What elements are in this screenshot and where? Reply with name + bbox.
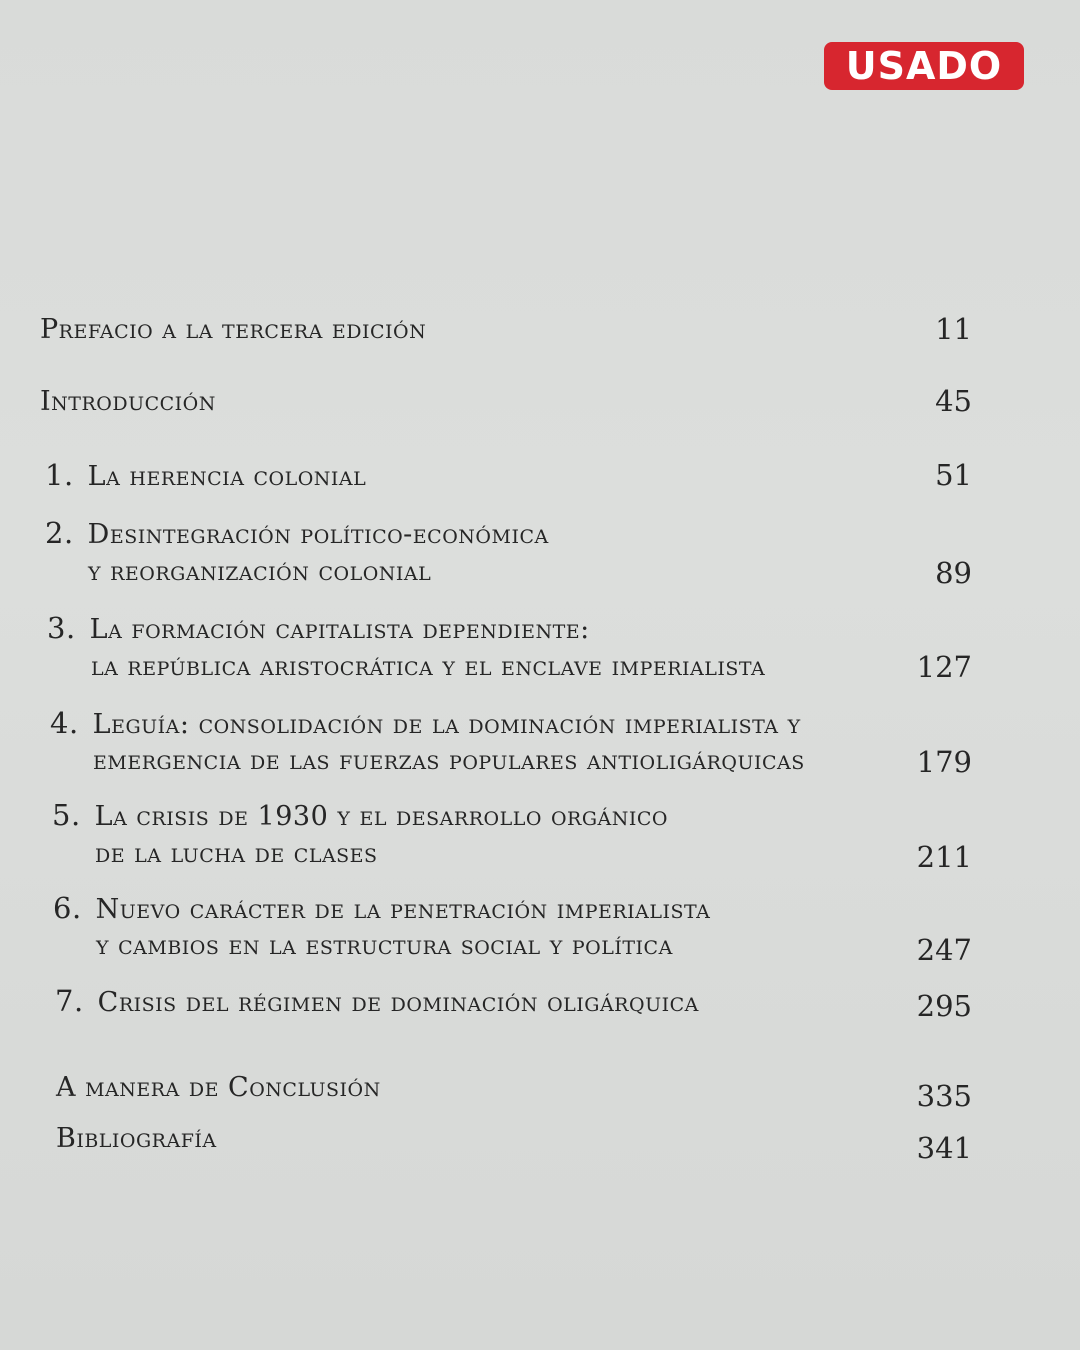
toc-entry-page: 179 bbox=[916, 745, 972, 779]
toc-entry-title: 4. Leguía: consolidación de la dominación imperialista y bbox=[50, 706, 801, 740]
toc-entry-title: 3. La formación capitalista dependiente: bbox=[47, 611, 590, 645]
toc-entry-number: 6. bbox=[53, 891, 82, 925]
toc-entry-page: 127 bbox=[916, 650, 972, 684]
toc-entry-page: 51 bbox=[935, 458, 972, 492]
toc-entry-number: 7. bbox=[55, 984, 84, 1018]
toc-entry-title: 5. La crisis de 1930 y el desarrollo orgánico bbox=[52, 798, 668, 832]
toc-entry-page: 211 bbox=[916, 840, 972, 874]
toc-entry-title: Bibliografía bbox=[56, 1123, 217, 1154]
toc-entry-page: 295 bbox=[916, 989, 972, 1023]
toc-entry-title: 7. Crisis del régimen de dominación oligárquica bbox=[55, 984, 699, 1018]
toc-entry-title-continued: de la lucha de clases bbox=[95, 838, 378, 869]
toc-entry-title-continued: la república aristocrática y el enclave imperialista bbox=[91, 651, 766, 682]
toc-entry-page: 335 bbox=[916, 1079, 972, 1113]
toc-entry-title: 6. Nuevo carácter de la penetración imperialista bbox=[53, 891, 711, 925]
toc-entry-title: A manera de Conclusión bbox=[56, 1072, 381, 1103]
toc-entry-title-continued: y cambios en la estructura social y política bbox=[96, 930, 673, 961]
toc-entry-number: 4. bbox=[50, 706, 79, 740]
toc-entry-number: 2. bbox=[45, 516, 74, 550]
toc-entry-page: 247 bbox=[916, 933, 972, 967]
toc-entry-number: 1. bbox=[45, 458, 74, 492]
toc-entry-number: 5. bbox=[52, 798, 81, 832]
used-badge: USADO bbox=[824, 42, 1024, 90]
toc-entry-title: 2. Desintegración político-económica bbox=[45, 516, 549, 550]
toc-entry-title-continued: emergencia de las fuerzas populares antioligárquicas bbox=[93, 745, 805, 776]
toc-entry-page: 89 bbox=[935, 556, 972, 590]
toc-entry-title: Prefacio a la tercera edición bbox=[40, 314, 427, 345]
toc-entry-page: 341 bbox=[916, 1131, 972, 1165]
toc-entry-title-continued: y reorganización colonial bbox=[88, 556, 432, 587]
toc-entry-page: 45 bbox=[935, 384, 972, 418]
toc-entry-title: Introducción bbox=[40, 386, 216, 417]
toc-entry-number: 3. bbox=[47, 611, 76, 645]
toc-entry-page: 11 bbox=[935, 312, 972, 346]
toc-entry-title: 1. La herencia colonial bbox=[45, 458, 367, 492]
